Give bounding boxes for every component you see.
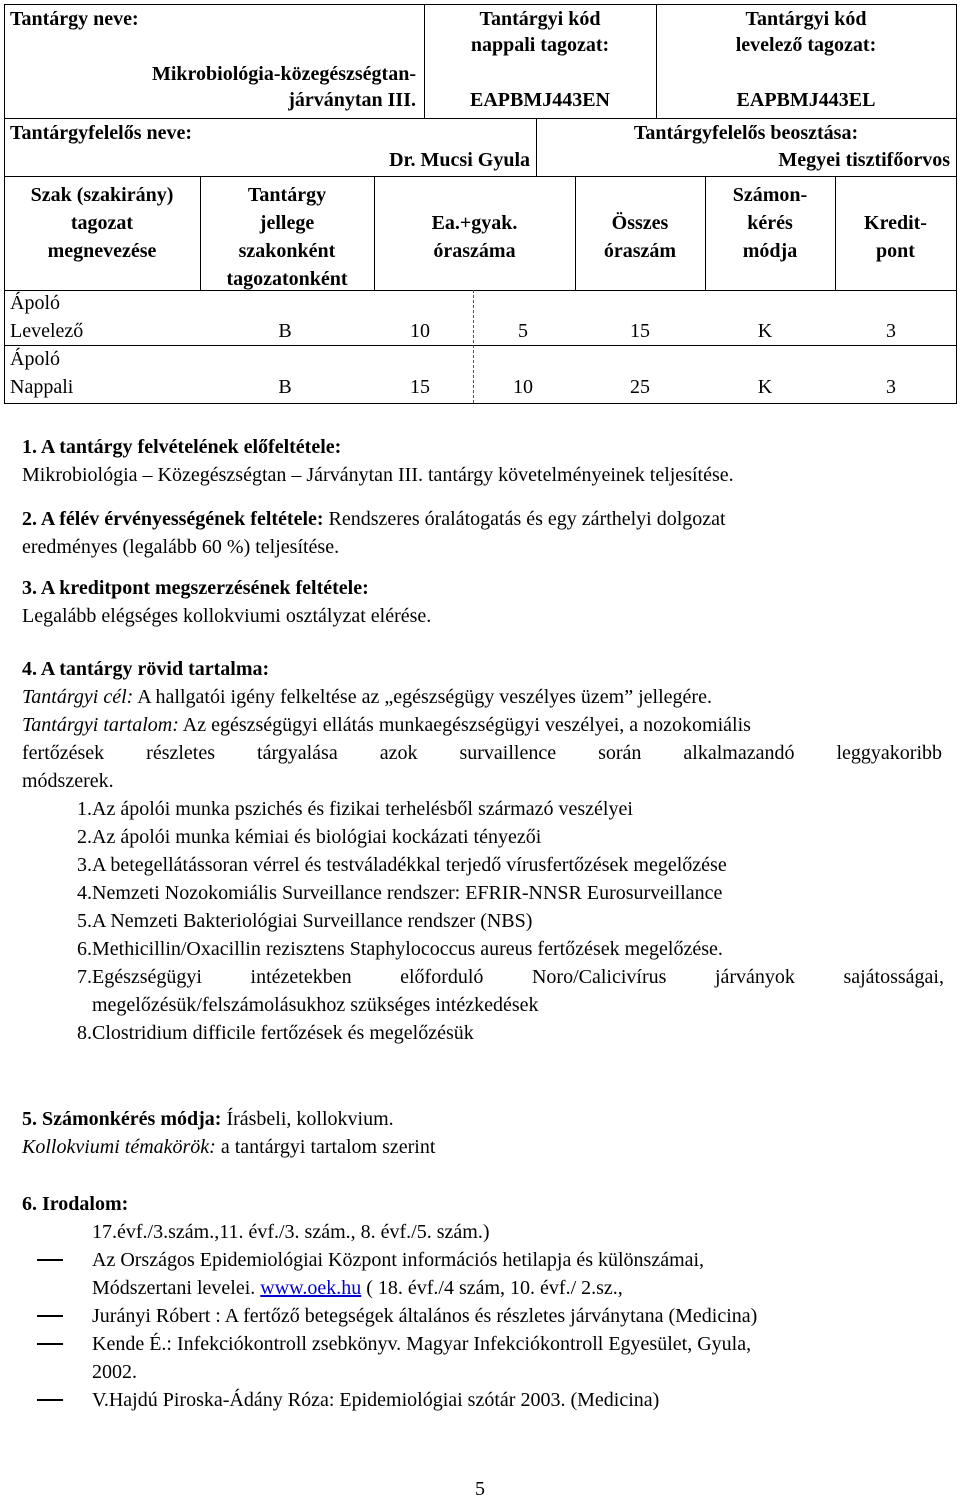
code-day-label-cont: nappali tagozat: <box>470 34 610 56</box>
responsible-name: Dr. Mucsi Gyula <box>389 149 530 171</box>
section-heading: 6. Irodalom: <box>22 1193 129 1215</box>
reference-item: Az Országos Epidemiológiai Központ információs hetilapja és különszámai, Módszertani levelei. www.oek.hu ( 18. évf./4 szám, 10. évf./ 2.sz., <box>22 1246 944 1302</box>
section-content <box>22 655 942 795</box>
list-item: 6. Methicillin/Oxacillin rezisztens Staphylococcus aureus fertőzések megelőzése. <box>77 938 723 960</box>
table-rule <box>4 176 957 177</box>
position: Megyei tisztifőorvos <box>778 149 950 171</box>
table-border-top <box>4 4 957 5</box>
section-heading: 1. A tantárgy felvételének előfeltétele: <box>22 436 342 458</box>
list-item-cont: megelőzésük/felszámolásukhoz szükséges intézkedések <box>92 994 539 1016</box>
dash-bullet <box>37 1315 63 1317</box>
table-cell-szamonkeres: K <box>757 320 773 342</box>
literature-line: 17.évf./3.szám.,11. évf./3. szám., 8. évf./5. szám.) <box>92 1221 490 1243</box>
table-cell-ea: 10 <box>410 320 430 342</box>
section-text: Írásbeli, kollokvium. <box>226 1108 394 1130</box>
list-item: 3. A betegellátássoran vérrel és testváladékkal terjedő vírusfertőzések megelőzése <box>77 854 727 876</box>
section-assessment <box>22 1105 942 1161</box>
content-label: Tantárgyi tartalom: <box>22 714 179 736</box>
table-cell-kredit: 3 <box>886 376 896 398</box>
section-literature <box>22 1190 942 1246</box>
exam-topics-label: Kollokviumi témakörök: <box>22 1136 216 1158</box>
page-number: 5 <box>475 1478 485 1500</box>
col-header-szak: Szak (szakirány) tagozat megnevezése <box>30 184 174 262</box>
table-cell-osszes: 25 <box>630 376 650 398</box>
table-cell-tagozat: Levelező <box>10 320 84 342</box>
reference-list <box>22 1246 944 1414</box>
col-header-kredit: Kredit- pont <box>864 212 927 262</box>
table-cell-jelleg: B <box>278 376 292 398</box>
section-validity <box>22 505 942 561</box>
goal-text: A hallgatói igény felkeltése az „egészségügy veszélyes üzem” jellegére. <box>137 686 712 708</box>
col-header-jelleg: Tantárgy jellege szakonként tagozatonként <box>226 184 348 290</box>
section-heading: 4. A tantárgy rövid tartalma: <box>22 658 270 680</box>
topic-list <box>22 795 944 1047</box>
table-cell-szamonkeres: K <box>757 376 773 398</box>
table-cell-jelleg: B <box>278 320 292 342</box>
list-item: 2. Az ápolói munka kémiai és biológiai kockázati tényezői <box>77 826 542 848</box>
code-day-label: Tantárgyi kód <box>479 8 601 30</box>
section-text: Legalább elégséges kollokviumi osztályzat elérése. <box>22 605 432 627</box>
table-border-right <box>956 4 957 404</box>
table-cell-kredit: 3 <box>886 320 896 342</box>
section-text-cont: eredményes (legalább 60 %) teljesítése. <box>22 536 340 558</box>
code-corr: EAPBMJ443EL <box>736 89 876 111</box>
table-cell-tagozat: Nappali <box>10 376 74 398</box>
section-credit <box>22 574 942 630</box>
content-text-cont: fertőzések részletes tárgyalása azok survaillence során alkalmazandó leggyakoribb <box>22 742 942 764</box>
dash-bullet <box>37 1259 63 1261</box>
table-cell-ea: 15 <box>410 376 430 398</box>
code-day: EAPBMJ443EN <box>470 89 610 111</box>
subject-name-label: Tantárgy neve: <box>10 8 139 30</box>
list-item: 5. A Nemzeti Bakteriológiai Surveillance rendszer (NBS) <box>77 910 533 932</box>
col-header-szamonkeres: Számon- kérés módja <box>732 184 808 262</box>
exam-topics-text: a tantárgyi tartalom szerint <box>220 1136 436 1158</box>
reference-item: Kende É.: Infekciókontroll zsebkönyv. Magyar Infekciókontroll Egyesület, Gyula, 2002. <box>22 1330 944 1386</box>
table-cell-gyak: 10 <box>513 376 533 398</box>
table-cell-osszes: 15 <box>630 320 650 342</box>
section-heading: 5. Számonkérés módja: <box>22 1108 222 1130</box>
section-heading: 3. A kreditpont megszerzésének feltétele: <box>22 577 369 599</box>
code-corr-label-cont: levelező tagozat: <box>735 34 877 56</box>
section-text: Mikrobiológia – Közegészségtan – Járványtan III. tantárgy követelményeinek teljesítése. <box>22 464 734 486</box>
col-header-osszes: Összes óraszám <box>603 212 677 262</box>
reference-item: Jurányi Róbert : A fertőző betegségek általános és részletes járványtana (Medicina) <box>22 1302 944 1330</box>
table-rule <box>4 345 957 346</box>
section-heading: 2. A félév érvényességének feltétele: <box>22 508 324 530</box>
list-item: 8. Clostridium difficile fertőzések és megelőzésük <box>77 1022 474 1044</box>
goal-label: Tantárgyi cél: <box>22 686 134 708</box>
dash-bullet <box>37 1399 63 1401</box>
table-cell-szak: Ápoló <box>10 292 60 314</box>
section-text: Rendszeres óralátogatás és egy zárthelyi dolgozat <box>328 508 726 530</box>
reference-item: V.Hajdú Piroska-Ádány Róza: Epidemiológiai szótár 2003. (Medicina) <box>22 1386 944 1414</box>
oek-link[interactable]: www.oek.hu <box>260 1277 362 1299</box>
subject-name-cont: járványtan III. <box>288 89 416 111</box>
table-rule <box>4 118 957 119</box>
section-prerequisite <box>22 433 942 489</box>
position-label: Tantárgyfelelős beosztása: <box>633 122 859 144</box>
table-rule <box>4 290 957 291</box>
table-cell-gyak: 5 <box>518 320 528 342</box>
list-item: 4. Nemzeti Nozokomiális Surveillance rendszer: EFRIR-NNSR Eurosurveillance <box>77 882 723 904</box>
table-cell-szak: Ápoló <box>10 348 60 370</box>
dash-bullet <box>37 1343 63 1345</box>
table-border-bottom <box>4 403 957 404</box>
content-text: Az egészségügyi ellátás munkaegészségügyi veszélyei, a nozokomiális <box>182 714 751 736</box>
list-item: 7. Egészségügyi intézetekben előforduló Noro/Calicivírus járványok sajátosságai, <box>77 966 944 988</box>
subject-name: Mikrobiológia-közegészségtan- <box>151 63 416 85</box>
responsible-label: Tantárgyfelelős neve: <box>10 122 193 144</box>
col-header-ea: Ea.+gyak. óraszáma <box>431 212 518 262</box>
content-text-cont: módszerek. <box>22 770 114 792</box>
code-corr-label: Tantárgyi kód <box>745 8 867 30</box>
table-dashed-rule <box>473 290 474 403</box>
list-item: 1. Az ápolói munka pszichés és fizikai terhelésből származó veszélyei <box>77 798 633 820</box>
